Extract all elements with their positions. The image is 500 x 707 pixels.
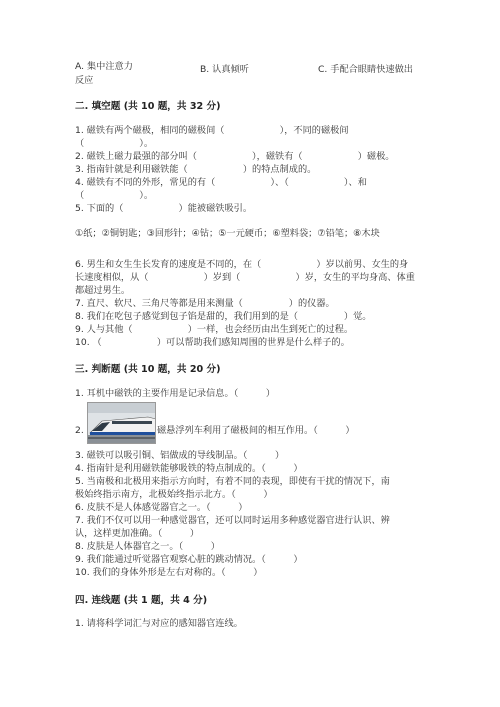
section-title-true-false: 三. 判断题 (共 10 题，共 20 分) [75, 364, 221, 375]
question-line: 9. 人与其他（ ）一样，也会经历由出生到死亡的过程。 [75, 324, 354, 335]
question-line: 7. 我们不仅可以用一种感觉器官，还可以同时运用多种感觉器官进行认识、辨 [75, 515, 390, 526]
section-title-fill-in: 二. 填空题 (共 10 题，共 32 分) [75, 101, 221, 112]
question-line: 1. 磁铁有两个磁极，相同的磁极间（ ），不同的磁极间 [75, 125, 349, 136]
question-line: 1. 请将科学词汇与对应的感知器官连线。 [75, 618, 243, 629]
question-line: 1. 耳机中磁铁的主要作用是记录信息。（ ） [75, 388, 276, 399]
question-line: 10. （ ）可以帮助我们感知周围的世界是什么样子的。 [75, 337, 350, 348]
question-line: 长速度相似，从（ ）岁到（ ）岁，女生的平均身高、体重 [75, 272, 415, 283]
question-line: 极始终指示南方，北极始终指示北方。（ ） [75, 489, 273, 500]
choice-list: ①纸；②铜钥匙；③回形针；④钻；⑤一元硬币；⑥塑料袋；⑦铅笔；⑧木块 [75, 228, 380, 239]
option-c: C. 手配合眼睛快速做出 [318, 64, 413, 75]
question-line: （ ）。 [75, 138, 154, 149]
question-line: 5. 当南极和北极用来指示方向时，有着不同的表现，即使有干扰的情况下，南 [75, 476, 390, 487]
option-row [75, 61, 133, 73]
question-line: 9. 我们能通过听觉器官观察心脏的跳动情况。（ ） [75, 554, 303, 565]
option-b: B. 认真倾听 [200, 64, 249, 75]
question-number: 2. [75, 425, 84, 436]
maglev-train-image [87, 402, 156, 444]
question-line: 8. 皮肤是人体器官之一。（ ） [75, 541, 220, 552]
question-line: 5. 下面的（ ）能被磁铁吸引。 [75, 203, 253, 214]
question-line: 6. 皮肤不是人体感觉器官之一。（ ） [75, 502, 248, 513]
question-line: 2. 磁铁上磁力最强的部分叫（ ），磁铁有（ ）磁极。 [75, 151, 395, 162]
question-line: 都超过男生。 [75, 285, 131, 296]
option-c-continued: 反应 [75, 75, 94, 86]
section-title-matching: 四. 连线题 (共 1 题，共 4 分) [75, 595, 208, 606]
question-line: 8. 我们在吃包子感觉到包子馅是甜的，我们用到的是（ ）觉。 [75, 311, 372, 322]
question-line: 3. 磁铁可以吸引铜、铝做成的导线制品。（ ） [75, 450, 285, 461]
question-line: 7. 直尺、软尺、三角尺等都是用来测量（ ）的仪器。 [75, 298, 335, 309]
option-a: A. 集中注意力 [75, 61, 133, 72]
maglev-train-picture [88, 403, 156, 444]
question-line: 4. 磁铁有不同的外形，常见的有（ ）、（ ）、和 [75, 177, 367, 188]
question-line: （ ）。 [75, 190, 154, 201]
question-line: 认，这样更加准确。（ ） [75, 528, 200, 539]
question-line: 4. 指南针是利用磁铁能够吸铁的特点制成的。（ ） [75, 463, 303, 474]
question-line: 6. 男生和女生生长发育的速度是不同的，在（ ）岁以前男、女生的身 [75, 259, 409, 270]
question-text: 磁悬浮列车利用了磁极间的相互作用。（ ） [157, 425, 355, 436]
question-line: 10. 我们的身体外形是左右对称的。（ ） [75, 567, 263, 578]
question-line: 3. 指南针就是利用磁铁能（ ）的特点制成的。 [75, 164, 317, 175]
